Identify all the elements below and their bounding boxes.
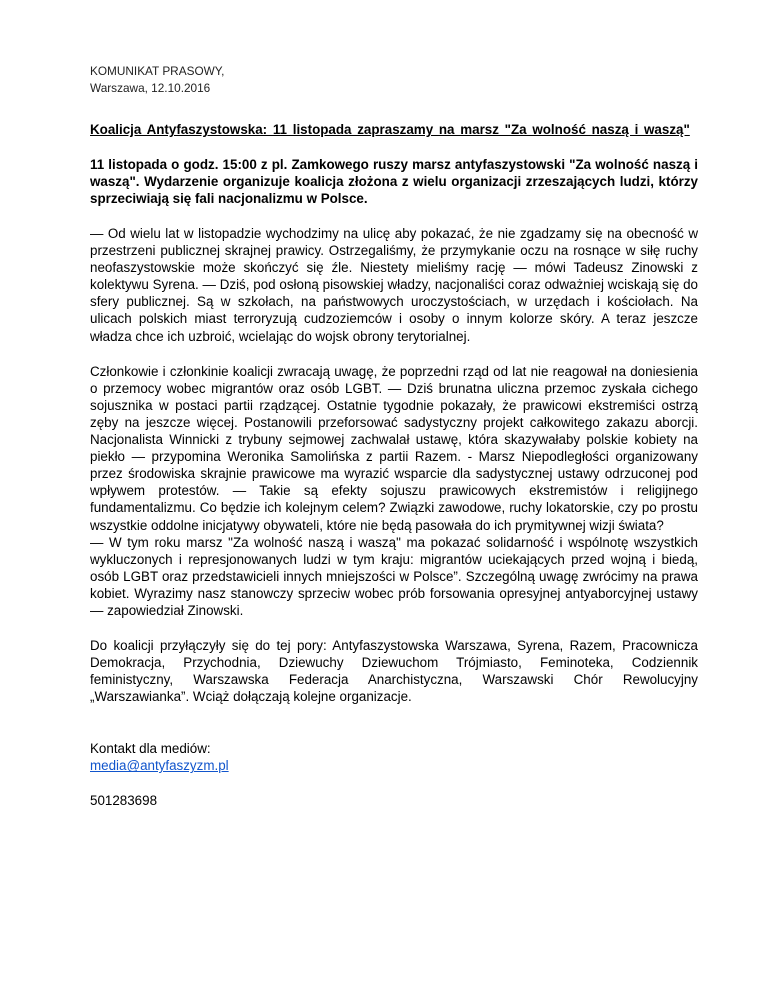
contact-phone: 501283698 <box>90 793 158 809</box>
body-paragraph-2-part-2: — W tym roku marsz "Za wolność naszą i waszą" ma pokazać solidarność i wspólnotę wszystkich wykluczonych i represjonowanych ludzi w tym kraju: migrantów uciekających przed wojną i biedą, osób LGBT oraz przedstawicieli innych mniejszości w Polsce”. Szczególną uwagę zwrócimy na prawa kobiet. Wyrazimy nasz stanowczy sprzeciw wobec prób forsowania opresyjnej antyaborcyjnej ustawy — zapowiedział Zinowski. <box>90 534 698 618</box>
body-paragraph-1: — Od wielu lat w listopadzie wychodzimy na ulicę aby pokazać, że nie zgadzamy się na obecność w przestrzeni publicznej skrajnej prawicy. Ostrzegaliśmy, że przymykanie oczu na rosnące w siłę ruchy neofaszystowskie może skończyć się źle. Niestety mieliśmy rację — mówi Tadeusz Zinowski z kolektywu Syrena. — Dziś, pod osłoną pisowskiej władzy, nacjonaliści coraz odważniej wciskają się do sfery publicznej. Są w szkołach, na państwowych uroczystościach, w urzędach i kościołach. Na ulicach polskich miast terroryzują cudzoziemców i osoby o innym kolorze skóry. A teraz jeszcze władza chce ich uzbroić, wcielając do wojsk obrony terytorialnej. <box>90 226 698 344</box>
lead-paragraph: 11 listopada o godz. 15:00 z pl. Zamkowego ruszy marsz antyfaszystowski "Za wolność naszą i waszą". Wydarzenie organizuje koalicja złożona z wielu organizacji zrzeszających ludzi, którzy sprzeciwiają się fali nacjonalizmu w Polsce. <box>90 157 698 206</box>
place-and-date: Warszawa, 12.10.2016 <box>90 81 211 95</box>
media-email-link[interactable]: media@antyfaszyzm.pl <box>90 758 229 774</box>
body-paragraph-2-part-1: Członkowie i członkinie koalicji zwracają uwagę, że poprzedni rząd od lat nie reagował na doniesienia o przemocy wobec migrantów oraz osób LGBT. — Dziś brunatna uliczna przemoc zyskała cichego sojusznika w postaci partii rządzącej. Ostatnie tygodnie pokazały, że prawicowi ekstremiści ostrzą zęby na jeszcze więcej. Postanowili przeforsować sadystyczny projekt całkowitego zakazu aborcji. Nacjonalista Winnicki z trybuny sejmowej zachwalał ustawę, która skazywałaby polskie kobiety na piekło — przypomina Weronika Samolińska z partii Razem. - Marsz Niepodległości organizowany przez środowiska skrajnie prawicowe ma wyrazić wsparcie dla sadystycznej ustawy odrzuconej pod wpływem protestów. — Takie są efekty sojuszu prawicowych ekstremistów i religijnego fundamentalizmu. Co będzie ich kolejnym celem? Związki zawodowe, ruchy lokatorskie, czy po prostu wszystkie oddolne inicjatywy obywateli, które nie będą pasowała do ich prymitywnej wizji świata? <box>90 363 698 533</box>
document-type-label: KOMUNIKAT PRASOWY, <box>90 64 225 78</box>
media-contact-label: Kontakt dla mediów: <box>90 741 211 757</box>
body-paragraph-2 <box>90 363 698 619</box>
body-paragraph-3: Do koalicji przyłączyły się do tej pory: Antyfaszystowska Warszawa, Syrena, Razem, Pracownicza Demokracja, Przychodnia, Dziewuchy Dziewuchom Trójmiasto, Feminoteka, Codziennik feministyczny, Warszawska Federacja Anarchistyczna, Warszawski Chór Rewolucyjny „Warszawianka”. Wciąż dołączają kolejne organizacje. <box>90 638 698 705</box>
document-header <box>90 63 698 97</box>
press-release-title: Koalicja Antyfaszystowska: 11 listopada zapraszamy na marsz "Za wolność naszą i waszą" <box>90 122 690 137</box>
press-release-document <box>90 63 698 809</box>
media-contact <box>90 740 698 774</box>
